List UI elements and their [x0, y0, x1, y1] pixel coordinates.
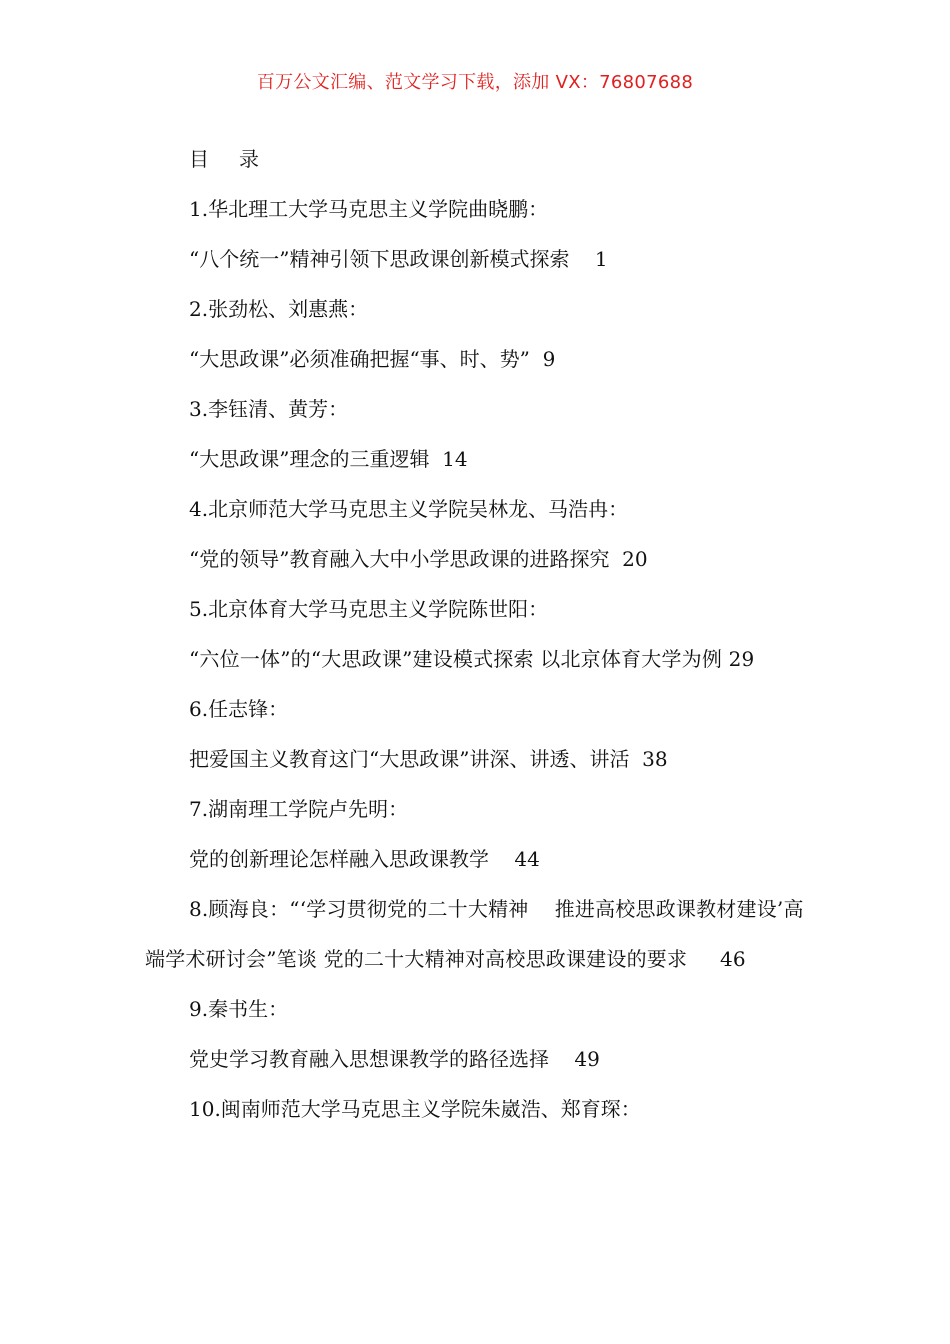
toc-entry-title: 党的创新理论怎样融入思政课教学 44 — [189, 847, 540, 871]
toc-entry-title: “党的领导”教育融入大中小学思政课的进路探究 20 — [189, 547, 648, 571]
watermark-header: 百万公文汇编、范文学习下载，添加 VX：76807688 — [256, 72, 694, 93]
toc-entry-author: 3.李钰清、黄芳： — [189, 397, 349, 421]
toc-entry-author: 8.顾海良：“‘学习贯彻党的二十大精神 推进高校思政课教材建设’高端学术研讨会”笔谈 党的二十大精神对高校思政课建设的要求 46 — [145, 897, 804, 971]
toc-entry-author: 6.任志锋： — [189, 697, 289, 721]
toc-heading-part1: 目 — [189, 147, 209, 171]
toc-entry-title: “八个统一”精神引领下思政课创新模式探索 1 — [189, 247, 608, 271]
toc-entry-author: 5.北京体育大学马克思主义学院陈世阳： — [189, 597, 549, 621]
toc-entry-author: 7.湖南理工学院卢先明： — [189, 797, 409, 821]
toc-entry-author: 2.张劲松、刘惠燕： — [189, 297, 369, 321]
table-of-contents — [145, 134, 810, 1134]
toc-entry-title: “六位一体”的“大思政课”建设模式探索 以北京体育大学为例 29 — [189, 647, 755, 671]
toc-entry-author: 10.闽南师范大学马克思主义学院朱崴浩、郑育琛： — [189, 1097, 641, 1121]
toc-entry-author: 1.华北理工大学马克思主义学院曲晓鹏： — [189, 197, 549, 221]
toc-heading-part2: 录 — [239, 147, 259, 171]
toc-entry-author: 9.秦书生： — [189, 997, 289, 1021]
toc-entry-title: “大思政课”理念的三重逻辑 14 — [189, 447, 468, 471]
toc-entry-title: 把爱国主义教育这门“大思政课”讲深、讲透、讲活 38 — [189, 747, 668, 771]
toc-entry-author: 4.北京师范大学马克思主义学院吴林龙、马浩冉： — [189, 497, 629, 521]
toc-entry-title: 党史学习教育融入思想课教学的路径选择 49 — [189, 1047, 600, 1071]
toc-entry-title: “大思政课”必须准确把握“事、时、势” 9 — [189, 347, 556, 371]
toc-heading — [145, 134, 810, 184]
